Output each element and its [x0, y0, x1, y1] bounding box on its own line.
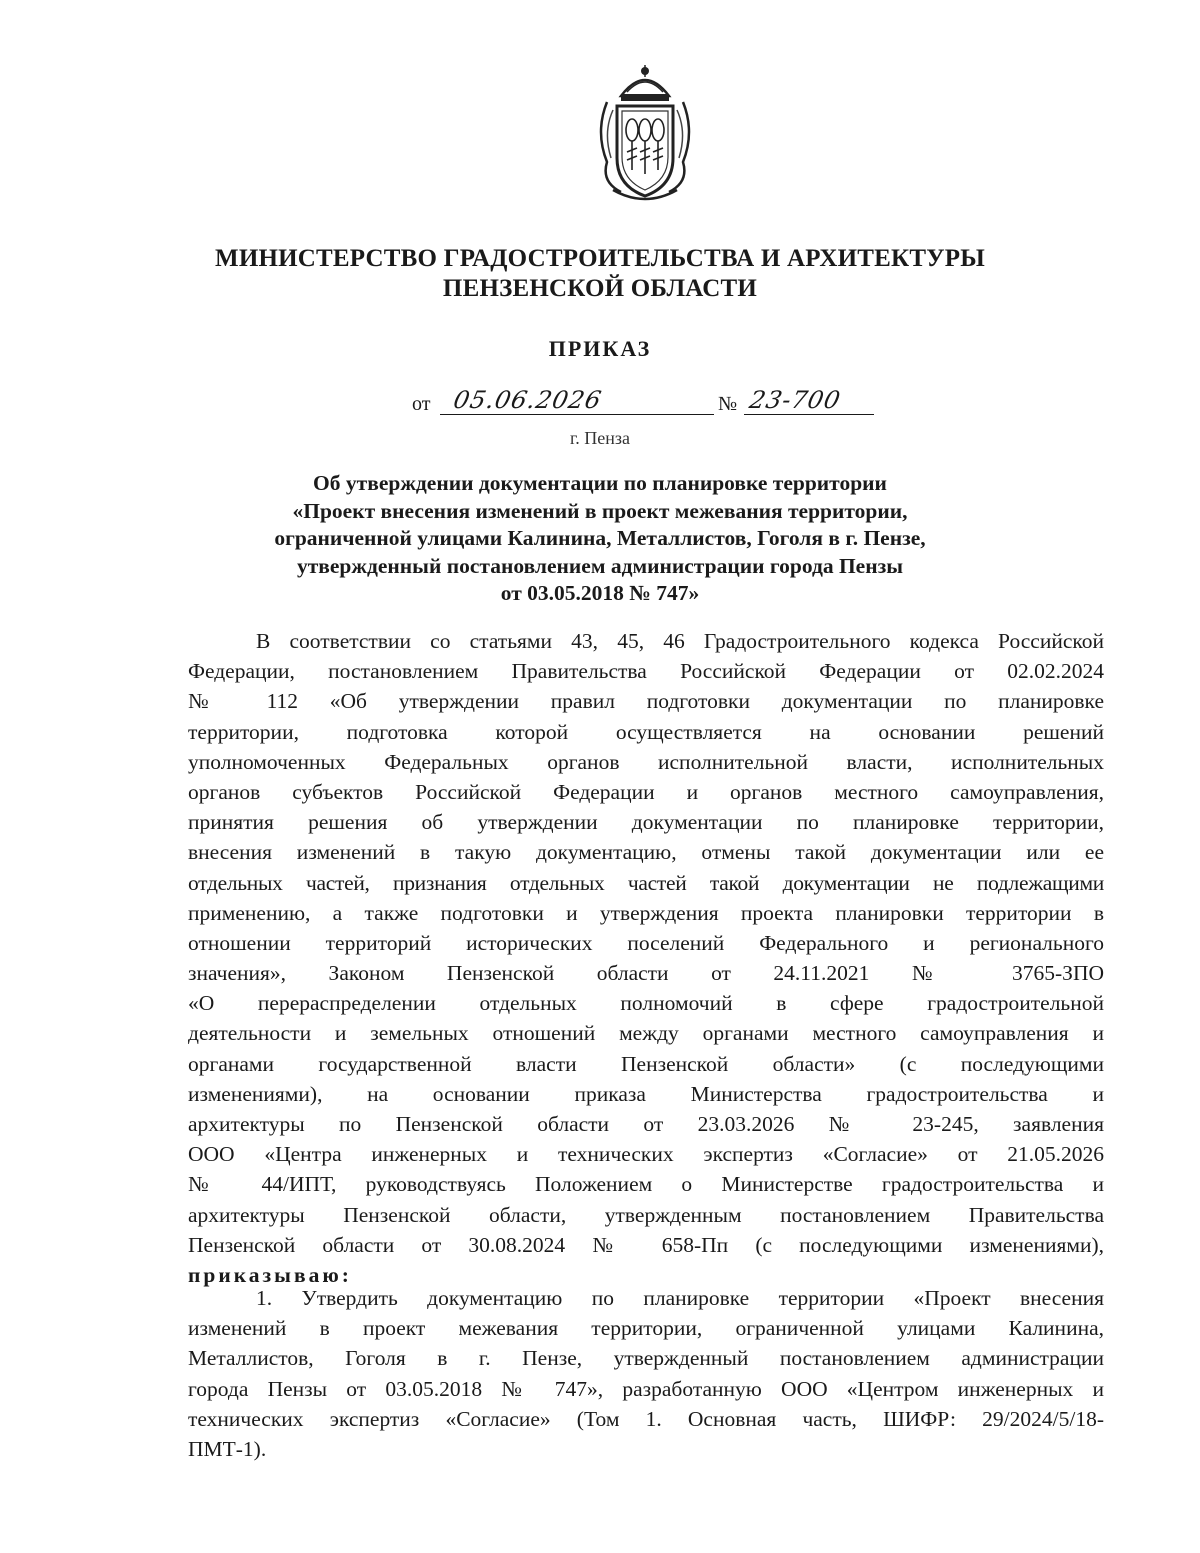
preamble-line: архитектуры Пензенской области, утвержденным постановлением Правительства	[188, 1202, 1104, 1227]
number-label: №	[718, 393, 738, 415]
preamble-line: изменениями), на основании приказа Министерства градостроительства и	[188, 1081, 1104, 1106]
document-type: ПРИКАЗ	[548, 336, 652, 361]
date-label: от	[412, 393, 431, 415]
preamble-line: принятия решения об утверждении документации по планировке территории,	[188, 810, 1104, 835]
title-line: утвержденный постановлением администрации города Пензы	[296, 553, 904, 578]
city-name: г. Пенза	[569, 428, 631, 448]
title-line: от 03.05.2018 № 747»	[500, 581, 700, 605]
ministry-name-line2: ПЕНЗЕНСКОЙ ОБЛАСТИ	[442, 275, 758, 302]
item-1-paragraph	[188, 1283, 1104, 1464]
item-line: ПМТ-1).	[188, 1436, 267, 1461]
item-line: города Пензы от 03.05.2018 № 747», разработанную ООО «Центром инженерных и	[188, 1376, 1104, 1401]
item-line: технических экспертиз «Согласие» (Том 1. Основная часть, ШИФР: 29/2024/5/18-	[188, 1406, 1104, 1431]
item-line: 1. Утвердить документацию по планировке территории «Проект внесения	[256, 1286, 1104, 1310]
preamble-line: органами государственной власти Пензенской области» (с последующими	[188, 1051, 1104, 1076]
preamble-line: отношении территорий исторических поселений Федерального и регионального	[188, 930, 1104, 955]
date-handwritten: 05.06.2026	[451, 386, 605, 414]
number-underline	[744, 414, 874, 415]
preamble-line: значения», Законом Пензенской области от 24.11.2021 № 3765-ЗПО	[188, 961, 1104, 986]
coat-of-arms-emblem	[591, 62, 699, 204]
preamble-line: применению, а также подготовки и утверждения проекта планировки территории в	[188, 900, 1104, 925]
item-line: изменений в проект межевания территории, ограниченной улицами Калинина,	[188, 1316, 1104, 1341]
date-number-line	[412, 386, 892, 424]
item-line: Металлистов, Гоголя в г. Пензе, утвержденный постановлением администрации	[188, 1346, 1104, 1371]
date-underline	[440, 414, 714, 415]
preamble-line: архитектуры по Пензенской области от 23.03.2026 № 23-245, заявления	[188, 1112, 1104, 1136]
preamble-line: внесения изменений в такую документацию, отмены такой документации или ее	[188, 840, 1104, 865]
preamble-line: № 112 «Об утверждении правил подготовки документации по планировке	[188, 689, 1104, 714]
preamble-line: территории, подготовка которой осуществляется на основании решений	[188, 719, 1104, 744]
ministry-header	[0, 244, 1200, 304]
preamble-line: В соответствии со статьями 43, 45, 46 Градостроительного кодекса Российской	[256, 629, 1104, 653]
preamble-line: Пензенской области от 30.08.2024 № 658-Пп (с последующими изменениями),	[188, 1232, 1104, 1257]
preamble-line: Федерации, постановлением Правительства Российской Федерации от 02.02.2024	[188, 659, 1104, 684]
preamble-line: ООО «Центра инженерных и технических экспертиз «Согласие» от 21.05.2026	[188, 1142, 1104, 1167]
ministry-name-line1: МИНИСТЕРСТВО ГРАДОСТРОИТЕЛЬСТВА И АРХИТЕКТУРЫ	[215, 245, 985, 272]
preamble-line: № 44/ИПТ, руководствуясь Положением о Министерстве градостроительства и	[188, 1172, 1104, 1197]
preamble-paragraph	[188, 626, 1104, 1290]
preamble-line: органов субъектов Российской Федерации и органов местного самоуправления,	[188, 779, 1104, 804]
order-title	[160, 470, 1040, 608]
number-handwritten: 23-700	[747, 386, 844, 414]
preamble-line: деятельности и земельных отношений между органами местного самоуправления и	[188, 1021, 1104, 1046]
order-word: приказываю:	[188, 1262, 352, 1287]
title-line: «Проект внесения изменений в проект межевания территории,	[292, 498, 908, 523]
preamble-line: «О перераспределении отдельных полномочий в сфере градостроительной	[188, 991, 1104, 1016]
title-line: ограниченной улицами Калинина, Металлистов, Гоголя в г. Пензе,	[274, 526, 926, 550]
preamble-line: отдельных частей, признания отдельных частей такой документации не подлежащими	[188, 870, 1104, 895]
title-line: Об утверждении документации по планировке территории	[313, 471, 887, 495]
preamble-line: уполномоченных Федеральных органов исполнительной власти, исполнительных	[188, 749, 1104, 774]
